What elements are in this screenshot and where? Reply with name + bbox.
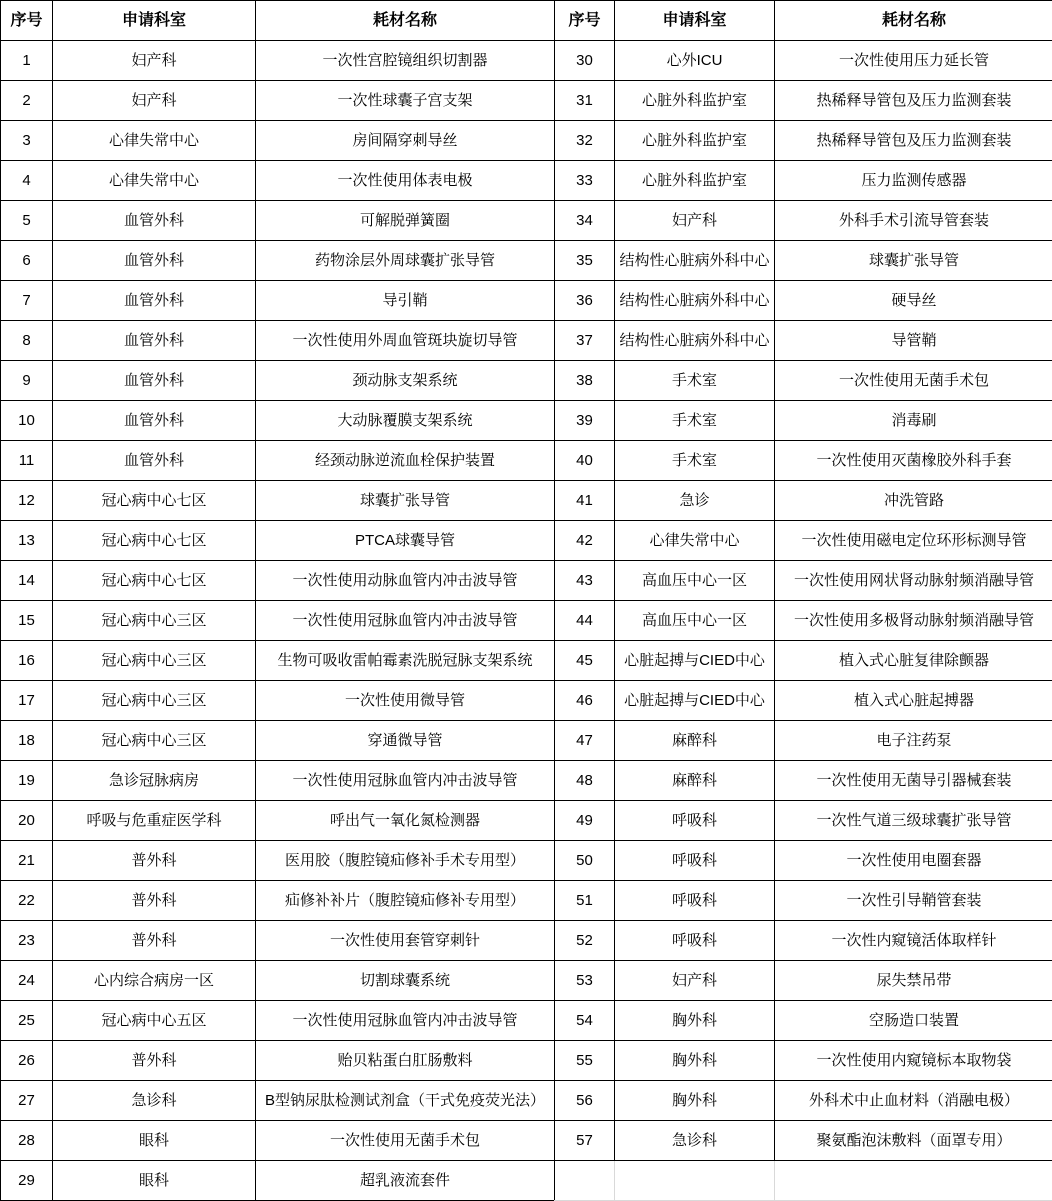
seq-cell: 52: [555, 921, 615, 961]
table-row: [1, 1001, 555, 1041]
department-cell: 胸外科: [615, 1001, 775, 1041]
department-cell: 急诊科: [53, 1081, 256, 1121]
consumable-cell: 颈动脉支架系统: [256, 361, 555, 401]
department-cell: 血管外科: [53, 401, 256, 441]
consumable-cell: 穿通微导管: [256, 721, 555, 761]
seq-cell: 57: [555, 1121, 615, 1161]
consumable-cell: 尿失禁吊带: [775, 961, 1052, 1001]
table-row: [1, 601, 555, 641]
department-cell: 血管外科: [53, 361, 256, 401]
seq-cell: 7: [1, 281, 53, 321]
column-header-consumable: 耗材名称: [256, 1, 555, 41]
table-row: [555, 1081, 1052, 1121]
table-row: [1, 761, 555, 801]
department-cell: 冠心病中心七区: [53, 561, 256, 601]
consumable-cell: 一次性使用无菌导引器械套装: [775, 761, 1052, 801]
department-cell: 胸外科: [615, 1041, 775, 1081]
consumable-cell: 导管鞘: [775, 321, 1052, 361]
table-row: [555, 801, 1052, 841]
department-cell: 血管外科: [53, 241, 256, 281]
seq-cell: 13: [1, 521, 53, 561]
table-row: [1, 121, 555, 161]
table-row: [1, 921, 555, 961]
consumable-cell: 一次性使用套管穿刺针: [256, 921, 555, 961]
department-cell: 呼吸科: [615, 841, 775, 881]
seq-cell: 3: [1, 121, 53, 161]
department-cell: 心脏起搏与CIED中心: [615, 681, 775, 721]
department-cell: 急诊科: [615, 1121, 775, 1161]
table-row: [555, 121, 1052, 161]
department-cell: 高血压中心一区: [615, 561, 775, 601]
department-cell: 心脏外科监护室: [615, 81, 775, 121]
consumable-cell: 一次性使用灭菌橡胶外科手套: [775, 441, 1052, 481]
consumable-cell: 球囊扩张导管: [256, 481, 555, 521]
table-row: [1, 41, 555, 81]
table-row: [555, 921, 1052, 961]
table-row: [1, 201, 555, 241]
seq-cell: 20: [1, 801, 53, 841]
seq-cell: 56: [555, 1081, 615, 1121]
seq-cell: 8: [1, 321, 53, 361]
consumable-cell: 一次性使用体表电极: [256, 161, 555, 201]
seq-cell: 46: [555, 681, 615, 721]
table-row: [555, 481, 1052, 521]
seq-cell: 44: [555, 601, 615, 641]
consumable-cell: 一次性使用电圈套器: [775, 841, 1052, 881]
table-row: [555, 681, 1052, 721]
seq-cell: 54: [555, 1001, 615, 1041]
left-table-body: [1, 41, 555, 1201]
department-cell: 妇产科: [53, 41, 256, 81]
table-row: [555, 321, 1052, 361]
department-cell: 呼吸科: [615, 881, 775, 921]
seq-cell: 45: [555, 641, 615, 681]
table-row: [1, 441, 555, 481]
consumable-cell: 空肠造口装置: [775, 1001, 1052, 1041]
column-header-seq: 序号: [555, 1, 615, 41]
department-cell: 呼吸与危重症医学科: [53, 801, 256, 841]
department-cell: 冠心病中心三区: [53, 641, 256, 681]
consumable-cell: 一次性使用内窥镜标本取物袋: [775, 1041, 1052, 1081]
department-cell: 冠心病中心三区: [53, 681, 256, 721]
seq-cell: 2: [1, 81, 53, 121]
department-cell: 高血压中心一区: [615, 601, 775, 641]
seq-cell: 35: [555, 241, 615, 281]
consumable-cell: 医用胶（腹腔镜疝修补手术专用型）: [256, 841, 555, 881]
consumable-cell: 一次性气道三级球囊扩张导管: [775, 801, 1052, 841]
department-cell: 急诊冠脉病房: [53, 761, 256, 801]
seq-cell: 9: [1, 361, 53, 401]
department-cell: 妇产科: [615, 961, 775, 1001]
consumable-cell: 一次性使用多极肾动脉射频消融导管: [775, 601, 1052, 641]
seq-cell: 14: [1, 561, 53, 601]
department-cell: 血管外科: [53, 441, 256, 481]
department-cell: 手术室: [615, 401, 775, 441]
seq-cell: 10: [1, 401, 53, 441]
department-cell: 血管外科: [53, 321, 256, 361]
consumable-cell: 药物涂层外周球囊扩张导管: [256, 241, 555, 281]
department-cell: 冠心病中心七区: [53, 481, 256, 521]
table-row: [555, 881, 1052, 921]
seq-cell: 34: [555, 201, 615, 241]
consumable-cell: 植入式心脏起搏器: [775, 681, 1052, 721]
table-row: [555, 1001, 1052, 1041]
consumable-cell: 消毒刷: [775, 401, 1052, 441]
right-table-header: [555, 1, 1052, 41]
consumable-cell: 一次性使用动脉血管内冲击波导管: [256, 561, 555, 601]
seq-cell: 25: [1, 1001, 53, 1041]
consumable-cell: 贻贝粘蛋白肛肠敷料: [256, 1041, 555, 1081]
table-row: [1, 521, 555, 561]
seq-cell: 28: [1, 1121, 53, 1161]
department-cell: 普外科: [53, 921, 256, 961]
seq-cell: 49: [555, 801, 615, 841]
seq-cell: 41: [555, 481, 615, 521]
department-cell: 普外科: [53, 841, 256, 881]
empty-cell: [775, 1161, 1052, 1201]
seq-cell: 31: [555, 81, 615, 121]
consumable-cell: 一次性宫腔镜组织切割器: [256, 41, 555, 81]
seq-cell: 15: [1, 601, 53, 641]
consumable-cell: 切割球囊系统: [256, 961, 555, 1001]
consumable-cell: 一次性内窥镜活体取样针: [775, 921, 1052, 961]
consumable-cell: 一次性使用无菌手术包: [775, 361, 1052, 401]
seq-cell: 47: [555, 721, 615, 761]
empty-row: [555, 1161, 1052, 1201]
table-row: [555, 1041, 1052, 1081]
department-cell: 心律失常中心: [615, 521, 775, 561]
table-row: [1, 361, 555, 401]
consumable-cell: 一次性引导鞘管套装: [775, 881, 1052, 921]
consumable-cell: 呼出气一氧化氮检测器: [256, 801, 555, 841]
seq-cell: 55: [555, 1041, 615, 1081]
seq-cell: 5: [1, 201, 53, 241]
consumable-cell: 聚氨酯泡沫敷料（面罩专用）: [775, 1121, 1052, 1161]
department-cell: 结构性心脏病外科中心: [615, 241, 775, 281]
consumable-cell: 一次性使用磁电定位环形标测导管: [775, 521, 1052, 561]
consumable-cell: 硬导丝: [775, 281, 1052, 321]
department-cell: 心脏外科监护室: [615, 121, 775, 161]
table-row: [555, 841, 1052, 881]
department-cell: 急诊: [615, 481, 775, 521]
table-row: [555, 721, 1052, 761]
seq-cell: 51: [555, 881, 615, 921]
table-row: [1, 1041, 555, 1081]
department-cell: 冠心病中心三区: [53, 601, 256, 641]
consumable-cell: 疝修补补片（腹腔镜疝修补专用型）: [256, 881, 555, 921]
seq-cell: 29: [1, 1161, 53, 1201]
table-row: [1, 681, 555, 721]
seq-cell: 50: [555, 841, 615, 881]
department-cell: 呼吸科: [615, 921, 775, 961]
table-row: [1, 481, 555, 521]
table-row: [555, 1121, 1052, 1161]
table-row: [555, 41, 1052, 81]
consumable-cell: 热稀释导管包及压力监测套装: [775, 81, 1052, 121]
table-row: [555, 161, 1052, 201]
seq-cell: 39: [555, 401, 615, 441]
consumable-cell: 导引鞘: [256, 281, 555, 321]
right-table-body: [555, 41, 1052, 1201]
seq-cell: 33: [555, 161, 615, 201]
consumable-cell: 一次性使用微导管: [256, 681, 555, 721]
consumable-cell: 冲洗管路: [775, 481, 1052, 521]
table-row: [1, 721, 555, 761]
consumable-cell: 外科术中止血材料（消融电极）: [775, 1081, 1052, 1121]
seq-cell: 4: [1, 161, 53, 201]
seq-cell: 26: [1, 1041, 53, 1081]
seq-cell: 6: [1, 241, 53, 281]
seq-cell: 23: [1, 921, 53, 961]
consumable-cell: 植入式心脏复律除颤器: [775, 641, 1052, 681]
header-row: [1, 1, 555, 41]
table-row: [1, 1081, 555, 1121]
consumable-cell: 一次性使用无菌手术包: [256, 1121, 555, 1161]
seq-cell: 16: [1, 641, 53, 681]
table-row: [555, 601, 1052, 641]
seq-cell: 27: [1, 1081, 53, 1121]
department-cell: 眼科: [53, 1161, 256, 1201]
department-cell: 心脏起搏与CIED中心: [615, 641, 775, 681]
column-header-department: 申请科室: [53, 1, 256, 41]
seq-cell: 24: [1, 961, 53, 1001]
department-cell: 呼吸科: [615, 801, 775, 841]
column-header-seq: 序号: [1, 1, 53, 41]
left-table-header: [1, 1, 555, 41]
empty-cell: [555, 1161, 615, 1201]
seq-cell: 22: [1, 881, 53, 921]
consumable-cell: PTCA球囊导管: [256, 521, 555, 561]
table-row: [1, 241, 555, 281]
seq-cell: 48: [555, 761, 615, 801]
table-row: [1, 561, 555, 601]
seq-cell: 30: [555, 41, 615, 81]
department-cell: 结构性心脏病外科中心: [615, 321, 775, 361]
column-header-department: 申请科室: [615, 1, 775, 41]
consumable-cell: 一次性使用冠脉血管内冲击波导管: [256, 761, 555, 801]
seq-cell: 42: [555, 521, 615, 561]
header-row: [555, 1, 1052, 41]
department-cell: 普外科: [53, 1041, 256, 1081]
consumable-cell: 一次性使用压力延长管: [775, 41, 1052, 81]
consumables-table-right: [554, 0, 1052, 1201]
department-cell: 麻醉科: [615, 721, 775, 761]
seq-cell: 43: [555, 561, 615, 601]
department-cell: 冠心病中心五区: [53, 1001, 256, 1041]
seq-cell: 37: [555, 321, 615, 361]
table-row: [1, 881, 555, 921]
table-row: [555, 281, 1052, 321]
consumable-cell: 压力监测传感器: [775, 161, 1052, 201]
consumable-cell: 电子注药泵: [775, 721, 1052, 761]
table-row: [555, 521, 1052, 561]
consumable-cell: 一次性使用外周血管斑块旋切导管: [256, 321, 555, 361]
table-row: [555, 961, 1052, 1001]
department-cell: 冠心病中心三区: [53, 721, 256, 761]
table-row: [555, 561, 1052, 601]
seq-cell: 36: [555, 281, 615, 321]
department-cell: 血管外科: [53, 281, 256, 321]
table-row: [555, 441, 1052, 481]
department-cell: 结构性心脏病外科中心: [615, 281, 775, 321]
consumable-cell: 一次性球囊子宫支架: [256, 81, 555, 121]
seq-cell: 17: [1, 681, 53, 721]
department-cell: 眼科: [53, 1121, 256, 1161]
table-row: [1, 161, 555, 201]
table-row: [555, 201, 1052, 241]
table-row: [555, 81, 1052, 121]
consumable-cell: 一次性使用冠脉血管内冲击波导管: [256, 1001, 555, 1041]
consumable-cell: B型钠尿肽检测试剂盒（干式免疫荧光法）: [256, 1081, 555, 1121]
seq-cell: 38: [555, 361, 615, 401]
table-row: [555, 241, 1052, 281]
seq-cell: 18: [1, 721, 53, 761]
table-row: [1, 961, 555, 1001]
department-cell: 心脏外科监护室: [615, 161, 775, 201]
seq-cell: 21: [1, 841, 53, 881]
department-cell: 麻醉科: [615, 761, 775, 801]
seq-cell: 19: [1, 761, 53, 801]
table-row: [1, 1161, 555, 1201]
seq-cell: 40: [555, 441, 615, 481]
table-row: [1, 81, 555, 121]
consumable-cell: 经颈动脉逆流血栓保护装置: [256, 441, 555, 481]
consumable-cell: 超乳液流套件: [256, 1161, 555, 1201]
consumable-cell: 球囊扩张导管: [775, 241, 1052, 281]
table-row: [555, 641, 1052, 681]
table-row: [1, 401, 555, 441]
department-cell: 冠心病中心七区: [53, 521, 256, 561]
seq-cell: 11: [1, 441, 53, 481]
table-row: [555, 761, 1052, 801]
department-cell: 妇产科: [53, 81, 256, 121]
department-cell: 心外ICU: [615, 41, 775, 81]
consumable-cell: 房间隔穿刺导丝: [256, 121, 555, 161]
table-row: [1, 1121, 555, 1161]
consumable-cell: 热稀释导管包及压力监测套装: [775, 121, 1052, 161]
department-cell: 手术室: [615, 361, 775, 401]
empty-cell: [615, 1161, 775, 1201]
consumable-cell: 可解脱弹簧圈: [256, 201, 555, 241]
seq-cell: 32: [555, 121, 615, 161]
column-header-consumable: 耗材名称: [775, 1, 1052, 41]
table-row: [1, 281, 555, 321]
table-row: [555, 401, 1052, 441]
department-cell: 胸外科: [615, 1081, 775, 1121]
department-cell: 心律失常中心: [53, 121, 256, 161]
seq-cell: 53: [555, 961, 615, 1001]
table-row: [1, 841, 555, 881]
consumable-cell: 生物可吸收雷帕霉素洗脱冠脉支架系统: [256, 641, 555, 681]
seq-cell: 1: [1, 41, 53, 81]
department-cell: 手术室: [615, 441, 775, 481]
department-cell: 普外科: [53, 881, 256, 921]
consumable-cell: 大动脉覆膜支架系统: [256, 401, 555, 441]
consumable-cell: 一次性使用冠脉血管内冲击波导管: [256, 601, 555, 641]
table-row: [555, 361, 1052, 401]
department-cell: 血管外科: [53, 201, 256, 241]
seq-cell: 12: [1, 481, 53, 521]
consumable-cell: 一次性使用网状肾动脉射频消融导管: [775, 561, 1052, 601]
table-row: [1, 641, 555, 681]
table-row: [1, 321, 555, 361]
department-cell: 妇产科: [615, 201, 775, 241]
consumable-cell: 外科手术引流导管套装: [775, 201, 1052, 241]
table-row: [1, 801, 555, 841]
department-cell: 心内综合病房一区: [53, 961, 256, 1001]
department-cell: 心律失常中心: [53, 161, 256, 201]
